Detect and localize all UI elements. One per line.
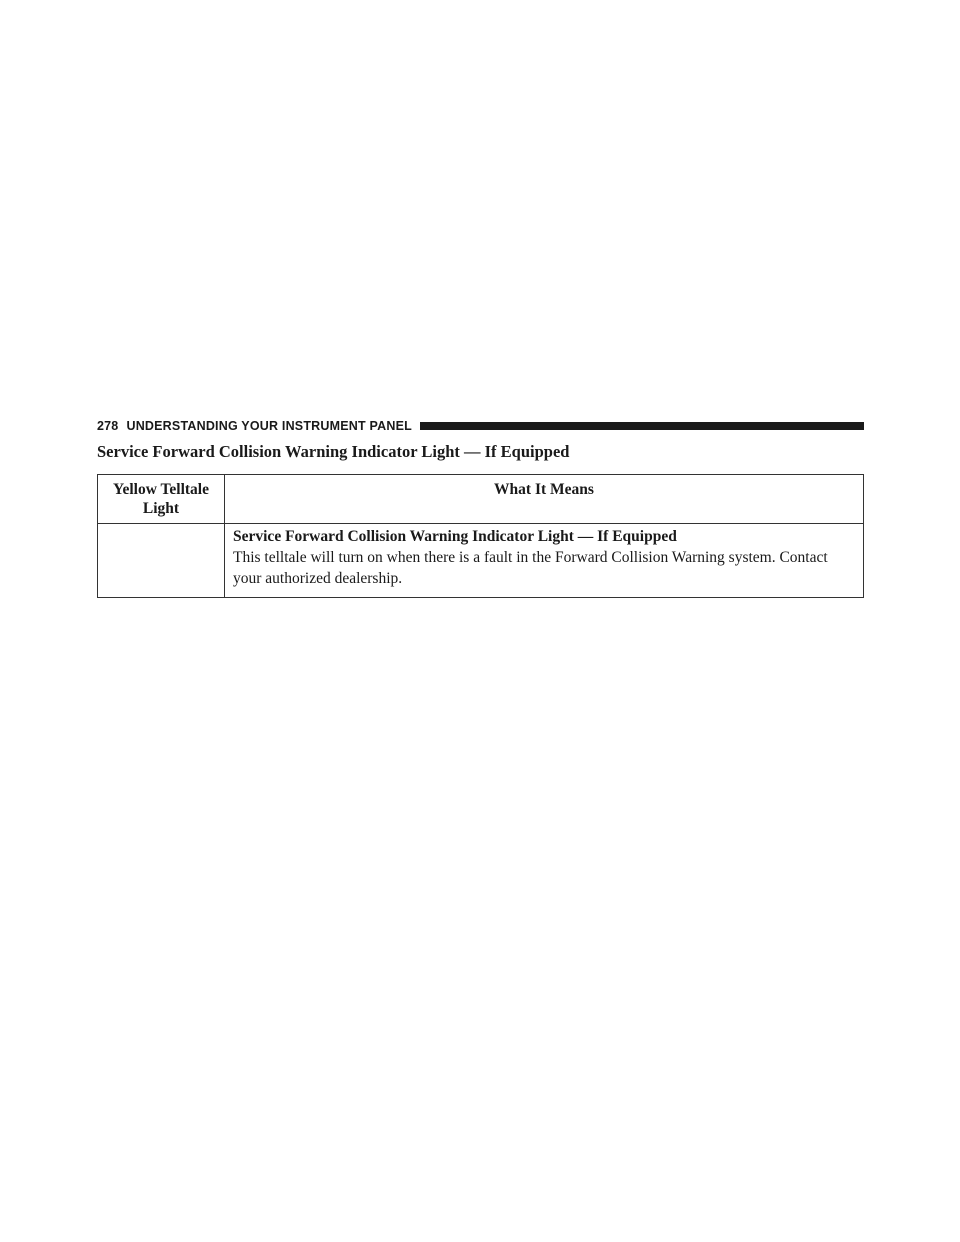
table-header-row bbox=[98, 475, 864, 524]
telltale-table bbox=[97, 474, 864, 598]
telltale-icon-cell bbox=[98, 524, 225, 598]
column-header-light: Yellow Telltale Light bbox=[98, 475, 225, 524]
page-header bbox=[97, 418, 864, 434]
telltale-title: Service Forward Collision Warning Indicator Light — If Equipped bbox=[233, 528, 677, 545]
meaning-cell bbox=[225, 524, 864, 598]
header-rule bbox=[420, 422, 864, 430]
page-heading: Service Forward Collision Warning Indicator Light — If Equipped bbox=[97, 442, 570, 461]
column-header-meaning: What It Means bbox=[225, 475, 864, 524]
table-row bbox=[98, 524, 864, 598]
telltale-description: This telltale will turn on when there is a fault in the Forward Collision Warning system. Contact your authorized dealership. bbox=[233, 549, 828, 587]
section-title: UNDERSTANDING YOUR INSTRUMENT PANEL bbox=[126, 419, 412, 433]
page-number: 278 bbox=[97, 419, 119, 433]
